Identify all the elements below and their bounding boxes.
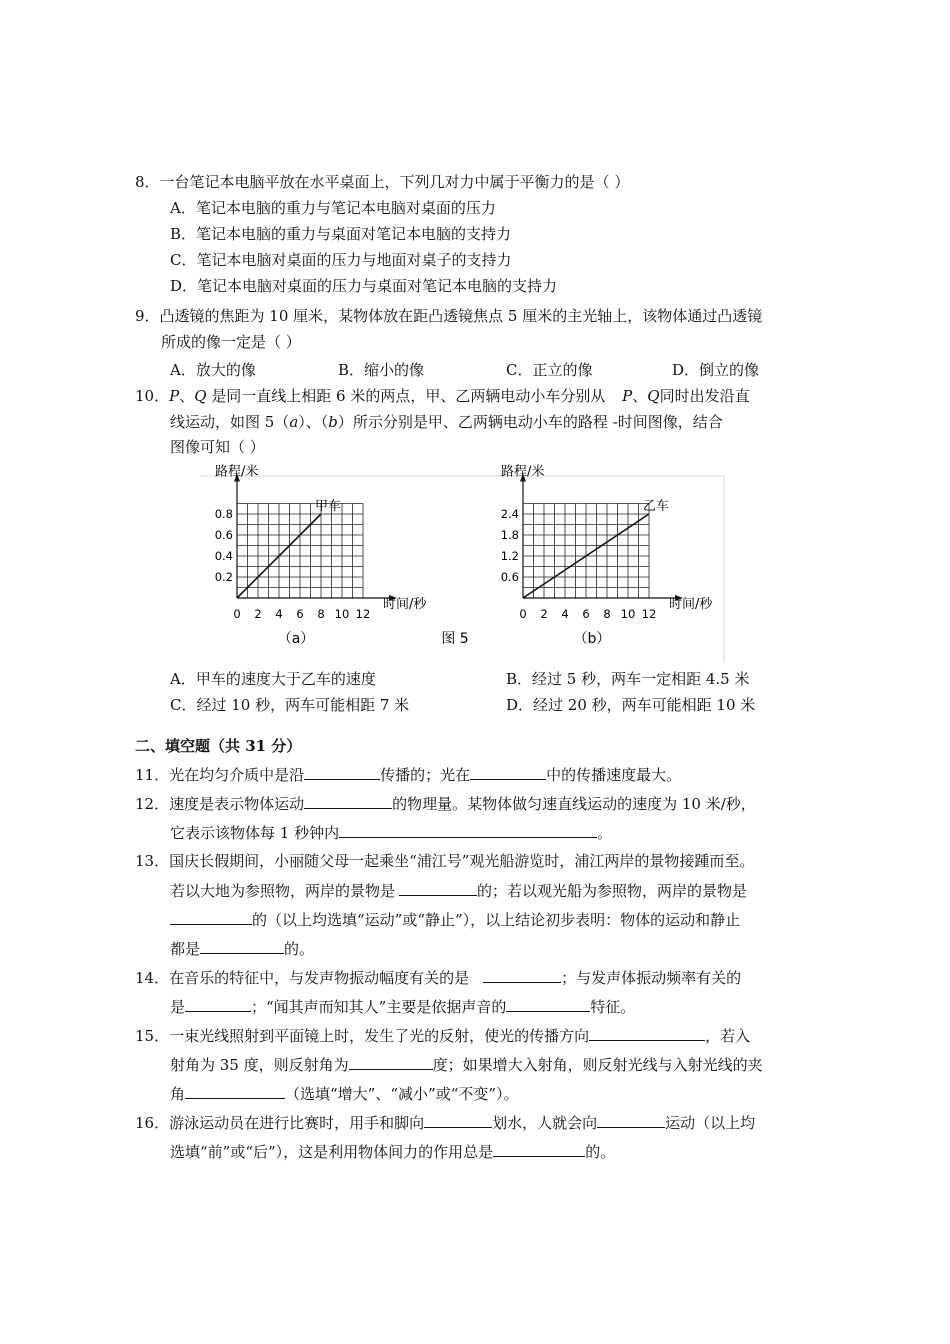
- q10-stem-line2: [170, 412, 723, 432]
- q14-text3: 是: [170, 998, 186, 1016]
- q9-option-a: A．放大的像: [170, 361, 256, 379]
- q10-option-a: A．甲车的速度大于乙车的速度: [170, 670, 376, 688]
- q12-blank-1[interactable]: [304, 793, 392, 809]
- q16-text1: 16．游泳运动员在进行比赛时，用手和脚向: [135, 1114, 425, 1132]
- q13-line1: 13．国庆长假期间，小丽随父母一起乘坐“浦江号”观光船游览时，浦江两岸的景物接踵而至。: [135, 852, 755, 870]
- q10-option-d: D．经过 20 秒，两车可能相距 10 米: [506, 696, 756, 714]
- q15-text3: 射角为 35 度，则反射角为: [170, 1056, 349, 1074]
- q13-text5: 的。: [284, 940, 315, 958]
- chart-b-x-tick-label: 6: [582, 607, 590, 621]
- q15-text2: ，若入: [705, 1027, 751, 1045]
- q10-option-c: C．经过 10 秒，两车可能相距 7 米: [170, 696, 410, 714]
- q13-blank-2[interactable]: [170, 909, 252, 925]
- q11: [135, 764, 681, 785]
- chart-a-x-tick-label: 0: [233, 607, 241, 621]
- figure-b-ref: b: [328, 413, 338, 431]
- q9-option-c: C．正立的像: [506, 361, 593, 379]
- q15-blank-3[interactable]: [185, 1083, 285, 1099]
- q9-stem-line2: 所成的像一定是（ ）: [161, 333, 301, 351]
- chart-b-y-label: 路程/米: [501, 464, 545, 480]
- q10-separator: 、: [179, 387, 195, 405]
- q16-text5: 的。: [585, 1143, 616, 1161]
- q8-stem: 8．一台笔记本电脑平放在水平桌面上，下列几对力中属于平衡力的是（ ）: [135, 173, 630, 191]
- chart-b-x-tick-label: 0: [519, 607, 527, 621]
- chart-a-x-tick-label: 8: [317, 607, 325, 621]
- chart-a-x-label: 时间/秒: [383, 597, 427, 612]
- figure-caption: 图 5: [441, 631, 469, 647]
- figure-a-ref: a: [289, 413, 299, 431]
- q13-text3: 的（以上均选填“运动”或“静止”），以上结论初步表明：物体的运动和静止: [252, 911, 741, 929]
- q12-text4: 。: [597, 824, 613, 842]
- q10-stem-part1: 是同一直线上相距 6 米的两点，甲、乙两辆电动小车分别从: [206, 387, 606, 405]
- q14-text5: 特征。: [590, 998, 636, 1016]
- chart-b-y-tick-label: 0.6: [500, 570, 519, 584]
- q13-text1: 若以大地为参照物，两岸的景物是: [170, 882, 396, 900]
- q15-line3: [170, 1083, 519, 1104]
- q14-text2: ；与发声体振动频率有关的: [561, 969, 742, 987]
- chart-b: [501, 464, 714, 622]
- q16-blank-3[interactable]: [493, 1141, 585, 1157]
- q15-text5: 角: [170, 1085, 186, 1103]
- point-q: Q: [194, 387, 207, 405]
- q8-option-d: D．笔记本电脑对桌面的压力与桌面对笔记本电脑的支持力: [170, 277, 558, 295]
- q14-text4: ；“闻其声而知其人”主要是依据声音的: [251, 998, 507, 1016]
- q10-option-b: B．经过 5 秒，两车一定相距 4.5 米: [506, 670, 750, 688]
- q8-option-c: C．笔记本电脑对桌面的压力与地面对桌子的支持力: [170, 251, 512, 269]
- q15-text4: 度；如果增大入射角，则反射光线与入射光线的夹: [432, 1056, 763, 1074]
- q12-line1: [135, 793, 756, 814]
- q8-option-a: A．笔记本电脑的重力与笔记本电脑对桌面的压力: [170, 199, 496, 217]
- chart-b-y-tick-label: 1.2: [500, 549, 519, 563]
- chart-a-x-tick-label: 6: [296, 607, 304, 621]
- q15-line1: [135, 1025, 750, 1046]
- q15-blank-2[interactable]: [349, 1054, 433, 1070]
- chart-a-x-tick-label: 4: [275, 607, 283, 621]
- q16-text4: 选填“前”或“后”），这是利用物体间力的作用总是: [170, 1143, 494, 1161]
- q13-line2: [170, 880, 747, 901]
- chart-b-series-label: 乙车: [643, 499, 670, 514]
- q13-line4: [170, 938, 314, 959]
- chart-b-x-tick-label: 10: [620, 607, 636, 621]
- point-q-2: Q: [647, 387, 660, 405]
- figure-label-b: （b）: [573, 631, 611, 647]
- q11-text3: 中的传播速度最大。: [546, 766, 682, 784]
- chart-a-x-tick-label: 2: [254, 607, 262, 621]
- q9-stem-line1: 9．凸透镜的焦距为 10 厘米，某物体放在距凸透镜焦点 5 厘米的主光轴上，该物体通过凸透镜: [135, 307, 763, 325]
- q16-line1: [135, 1112, 755, 1133]
- chart-b-x-tick-label: 8: [603, 607, 611, 621]
- q14-blank-2[interactable]: [185, 996, 251, 1012]
- figure-5: [200, 464, 728, 665]
- q13-blank-3[interactable]: [200, 938, 284, 954]
- chart-b-x-tick-label: 2: [540, 607, 548, 621]
- chart-a-x-tick-label: 10: [334, 607, 350, 621]
- chart-a-series-label: 甲车: [315, 499, 342, 514]
- q12-text1: 12．速度是表示物体运动: [135, 795, 305, 813]
- chart-a: [215, 464, 428, 622]
- section-2-title: 二、填空题（共 31 分）: [135, 737, 302, 755]
- q16-text2: 划水，人就会向: [492, 1114, 598, 1132]
- q10-stem-part5: ）所示分别是甲、乙两辆电动小车的路程 -时间图像，结合: [337, 413, 723, 431]
- q10-stem-line3: 图像可知（ ）: [170, 438, 265, 456]
- point-p: P: [169, 387, 180, 405]
- q12-blank-2[interactable]: [339, 822, 597, 838]
- q11-text2: 传播的；光在: [380, 766, 471, 784]
- q8-option-b: B．笔记本电脑的重力与桌面对笔记本电脑的支持力: [170, 225, 512, 243]
- q13-text4: 都是: [170, 940, 201, 958]
- point-p-2: P: [622, 387, 633, 405]
- q15-blank-1[interactable]: [589, 1025, 705, 1041]
- q10-stem-part2: 同时出发沿直: [659, 387, 750, 405]
- q11-blank-2[interactable]: [470, 764, 546, 780]
- q12-text3: 它表示该物体每 1 秒钟内: [170, 824, 340, 842]
- chart-b-x-label: 时间/秒: [669, 597, 713, 612]
- q16-blank-1[interactable]: [424, 1112, 492, 1128]
- q12-line2: [170, 822, 612, 843]
- q13-blank-1[interactable]: [399, 880, 477, 896]
- q10-separator-2: 、: [632, 387, 648, 405]
- chart-b-x-tick-label: 12: [641, 607, 657, 621]
- q14-blank-1[interactable]: [483, 967, 561, 983]
- q14-line2: [170, 996, 635, 1017]
- chart-a-y-tick-label: 0.6: [214, 528, 233, 542]
- chart-a-y-tick-label: 0.2: [214, 570, 233, 584]
- q16-text3: 运动（以上均: [665, 1114, 756, 1132]
- chart-a-y-tick-label: 0.4: [214, 549, 233, 563]
- q13-text2: 的；若以观光船为参照物，两岸的景物是: [477, 882, 748, 900]
- q16-line2: [170, 1141, 615, 1162]
- q15-line2: [170, 1054, 763, 1075]
- q11-text1: 11．光在均匀介质中是沿: [135, 766, 305, 784]
- figure-label-a: （a）: [277, 631, 315, 647]
- q16-blank-2[interactable]: [597, 1112, 665, 1128]
- q11-blank-1[interactable]: [304, 764, 380, 780]
- q15-text1: 15．一束光线照射到平面镜上时，发生了光的反射，使光的传播方向: [135, 1027, 590, 1045]
- chart-a-x-tick-label: 12: [355, 607, 371, 621]
- q9-option-d: D．倒立的像: [672, 361, 760, 379]
- q14-text1: 14．在音乐的特征中，与发声物振动幅度有关的是: [135, 969, 470, 987]
- q14-blank-3[interactable]: [506, 996, 590, 1012]
- q10-stem-part4: ）、（: [298, 413, 329, 431]
- chart-a-y-tick-label: 0.8: [214, 507, 233, 521]
- chart-b-x-tick-label: 4: [561, 607, 569, 621]
- chart-a-y-label: 路程/米: [215, 464, 259, 480]
- q10-stem-part3: 线运动，如图 5（: [170, 413, 290, 431]
- q10-number: 10．: [135, 387, 170, 405]
- chart-b-y-tick-label: 2.4: [500, 507, 519, 521]
- q15-text6: （选填“增大”、“减小”或“不变”）。: [285, 1085, 519, 1103]
- q10-stem-line1: [135, 386, 750, 406]
- chart-b-y-tick-label: 1.8: [500, 528, 519, 542]
- q13-line3: [170, 909, 740, 930]
- q14-line1: [135, 967, 741, 988]
- q12-text2: 的物理量。某物体做匀速直线运动的速度为 10 米/秒，: [392, 795, 756, 813]
- q9-option-b: B．缩小的像: [338, 361, 425, 379]
